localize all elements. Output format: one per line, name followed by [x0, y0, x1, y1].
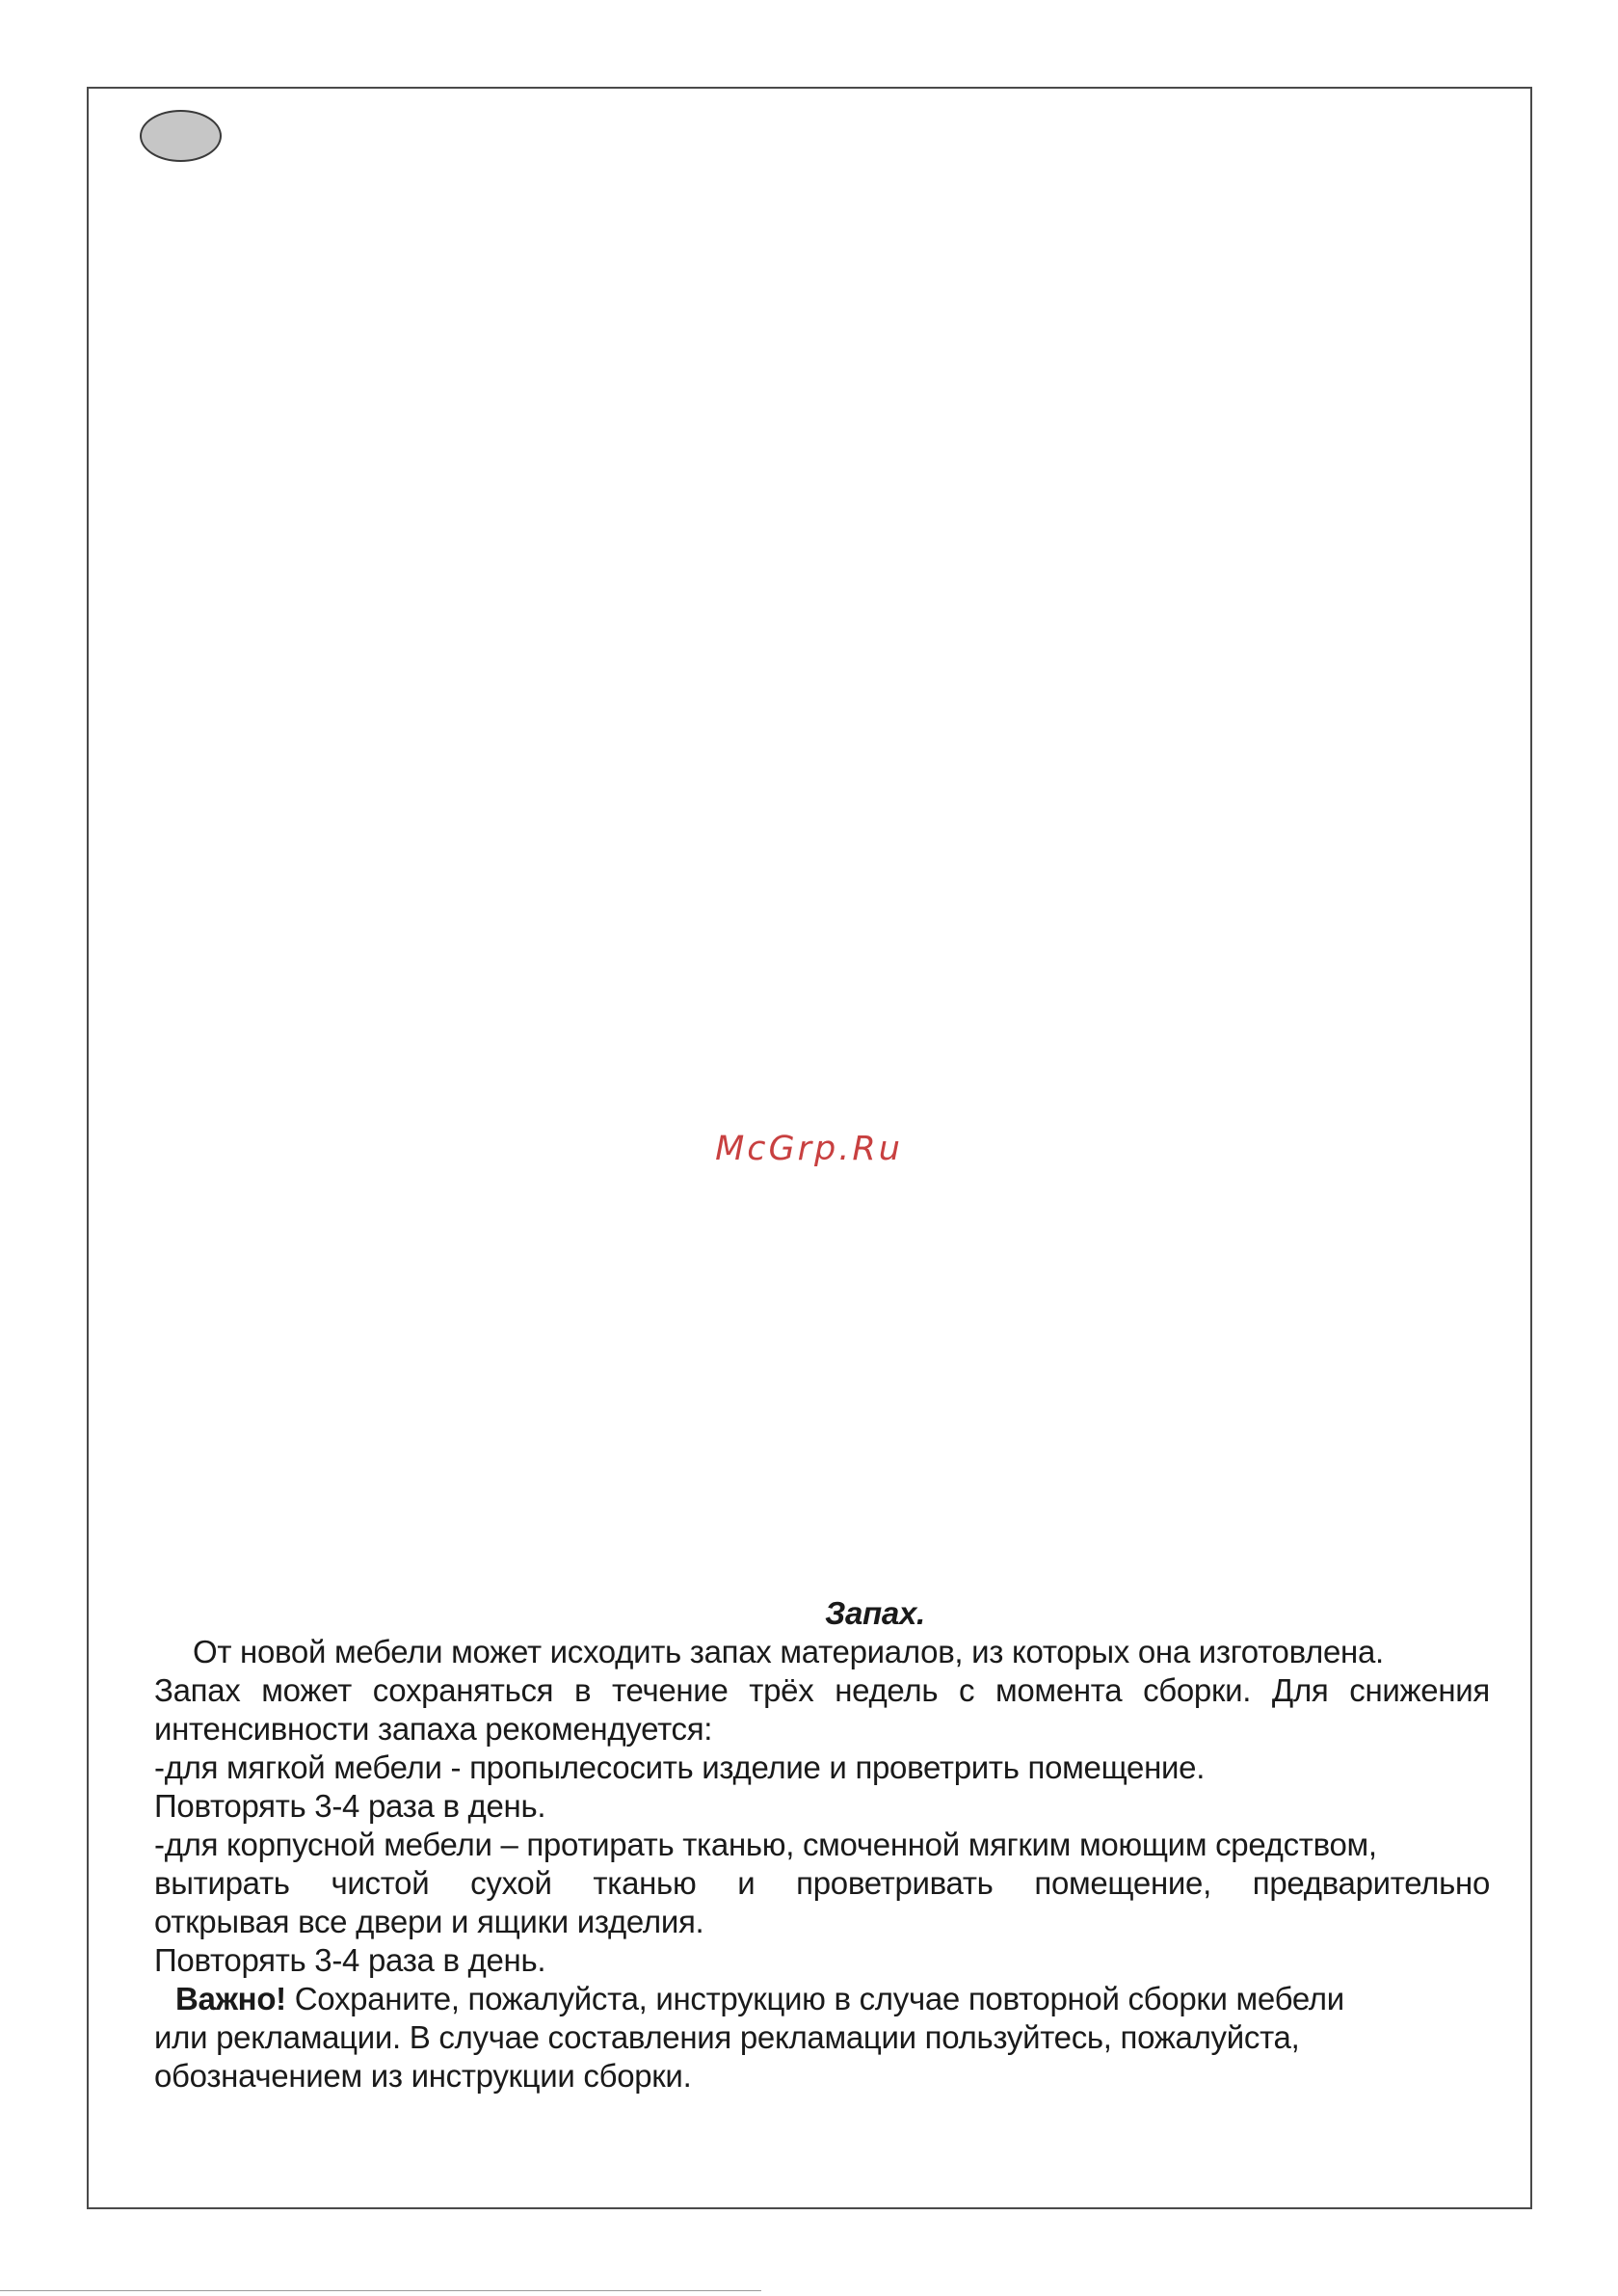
repeat-note-1: Повторять 3-4 раза в день. — [154, 1788, 546, 1824]
intro-line-2: Запах может сохраняться в течение трёх недель с момента сборки. Для снижения — [154, 1672, 1490, 1708]
odor-section — [154, 1594, 1490, 2096]
section-heading: Запах. — [825, 1595, 925, 1631]
repeat-note-2: Повторять 3-4 раза в день. — [154, 1942, 546, 1978]
cabinet-line-2: вытирать чистой сухой тканью и проветривать помещение, предварительно — [154, 1865, 1490, 1901]
cabinet-line-1: -для корпусной мебели – протирать тканью, смоченной мягким моющим средством, — [154, 1827, 1377, 1862]
bottom-rule — [0, 2290, 761, 2291]
intro-line-1: От новой мебели может исходить запах материалов, из которых она изготовлена. — [193, 1634, 1384, 1669]
soft-furniture-instruction: -для мягкой мебели - пропылесосить изделие и проветрить помещение. — [154, 1749, 1206, 1785]
watermark: McGrp.Ru — [715, 1130, 903, 1168]
cabinet-line-3: открывая все двери и ящики изделия. — [154, 1904, 704, 1939]
important-line-3: обозначением из инструкции сборки. — [154, 2058, 692, 2094]
page-number-badge — [140, 110, 222, 162]
important-line-2: или рекламации. В случае составления рекламации пользуйтесь, пожалуйста, — [154, 2019, 1300, 2055]
important-line-1 — [154, 1980, 1490, 2018]
intro-line-3: интенсивности запаха рекомендуется: — [154, 1711, 713, 1747]
important-text-1: Сохраните, пожалуйста, инструкцию в случае повторной сборки мебели — [285, 1981, 1344, 2016]
important-label: Важно! — [175, 1981, 286, 2016]
